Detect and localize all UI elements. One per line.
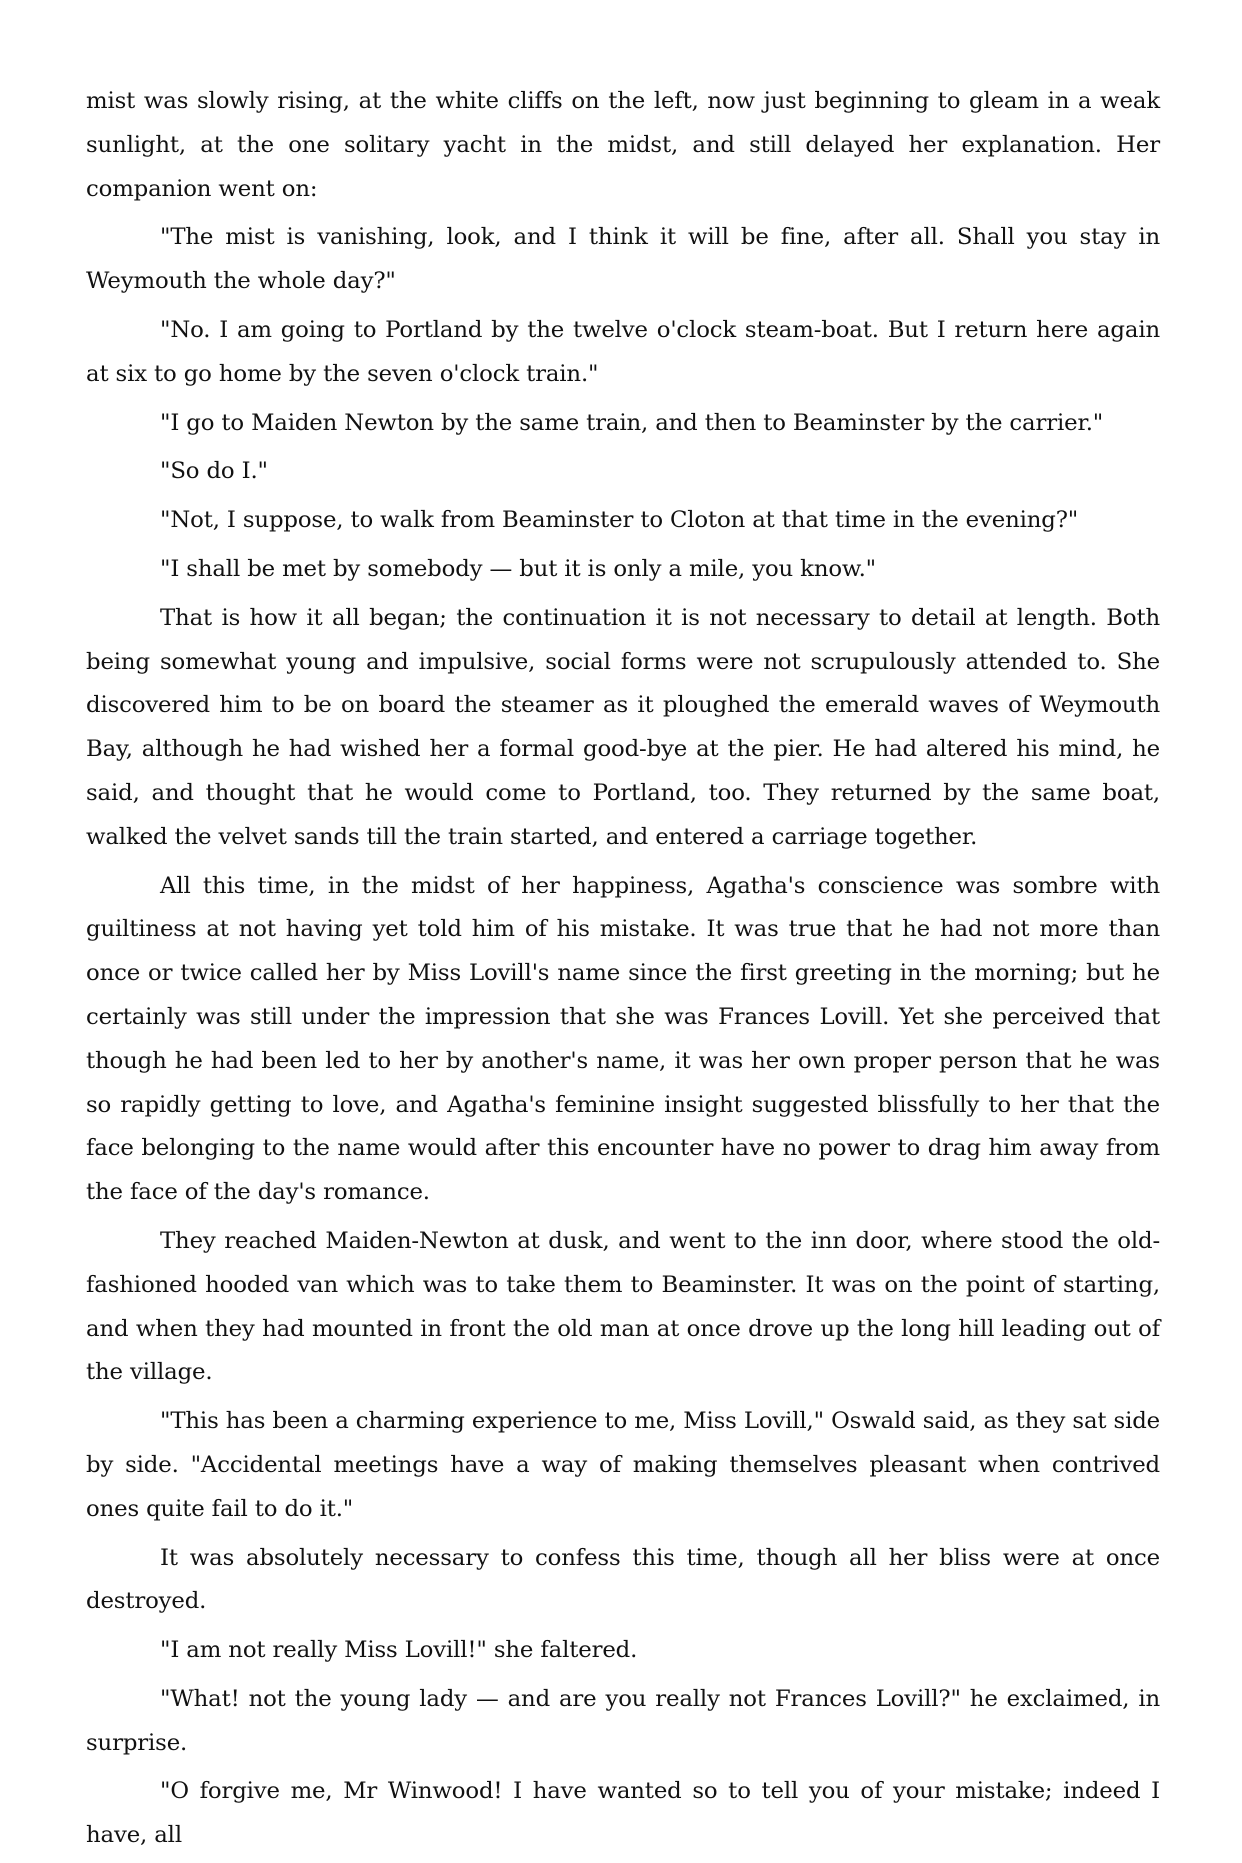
paragraph: "The mist is vanishing, look, and I think it will be fine, after all. Shall you stay in Weymouth the whole day?" xyxy=(86,224,1160,295)
document-page xyxy=(86,80,1160,1863)
paragraph: "No. I am going to Portland by the twelve o'clock steam-boat. But I return here again at six to go home by the seven o'clock train." xyxy=(86,316,1160,387)
paragraph: They reached Maiden-Newton at dusk, and went to the inn door, where stood the old-fashioned hooded van which was to take them to Beaminster. It was on the point of starting, and when they had mounted in front the old man at once drove up the long hill leading out of the village. xyxy=(86,1227,1160,1386)
paragraph: "I shall be met by somebody — but it is only a mile, you know." xyxy=(160,555,877,582)
paragraph: "O forgive me, Mr Winwood! I have wanted so to tell you of your mistake; indeed I have, all xyxy=(86,1778,1160,1849)
paragraph: "I go to Maiden Newton by the same train, and then to Beaminster by the carrier." xyxy=(160,409,1104,436)
paragraph: That is how it all began; the continuation it is not necessary to detail at length. Both being somewhat young and impulsive, social forms were not scrupulously attended to. She discovered him to be on board the steamer as it ploughed the emerald waves of Weymouth Bay, although he had wished her a formal good-bye at the pier. He had altered his mind, he said, and thought that he would come to Portland, too. They returned by the same boat, walked the velvet sands till the train started, and entered a carriage together. xyxy=(86,604,1160,850)
paragraph: It was absolutely necessary to confess this time, though all her bliss were at once destroyed. xyxy=(86,1544,1160,1615)
paragraph: "So do I." xyxy=(160,458,268,485)
paragraph: "This has been a charming experience to me, Miss Lovill," Oswald said, as they sat side by side. "Accidental meetings have a way of making themselves pleasant when contrived ones quite fail to do it." xyxy=(86,1408,1160,1522)
paragraph: "Not, I suppose, to walk from Beaminster to Cloton at that time in the evening?" xyxy=(160,507,1079,534)
paragraph: All this time, in the midst of her happiness, Agatha's conscience was sombre with guiltiness at not having yet told him of his mistake. It was true that he had not more than once or twice called her by Miss Lovill's name since the first greeting in the morning; but he certainly was still under the impression that she was Frances Lovill. Yet she perceived that though he had been led to her by another's name, it was her own proper person that he was so rapidly getting to love, and Agatha's feminine insight suggested blissfully to her that the face belonging to the name would after this encounter have no power to drag him away from the face of the day's romance. xyxy=(86,872,1160,1206)
paragraph: "I am not really Miss Lovill!" she faltered. xyxy=(160,1637,638,1664)
paragraph: "What! not the young lady — and are you really not Frances Lovill?" he exclaimed, in surprise. xyxy=(86,1685,1160,1756)
paragraph-continuation: mist was slowly rising, at the white cliffs on the left, now just beginning to gleam in a weak sunlight, at the one solitary yacht in the midst, and still delayed her explanation. Her companion went on: xyxy=(86,88,1160,202)
